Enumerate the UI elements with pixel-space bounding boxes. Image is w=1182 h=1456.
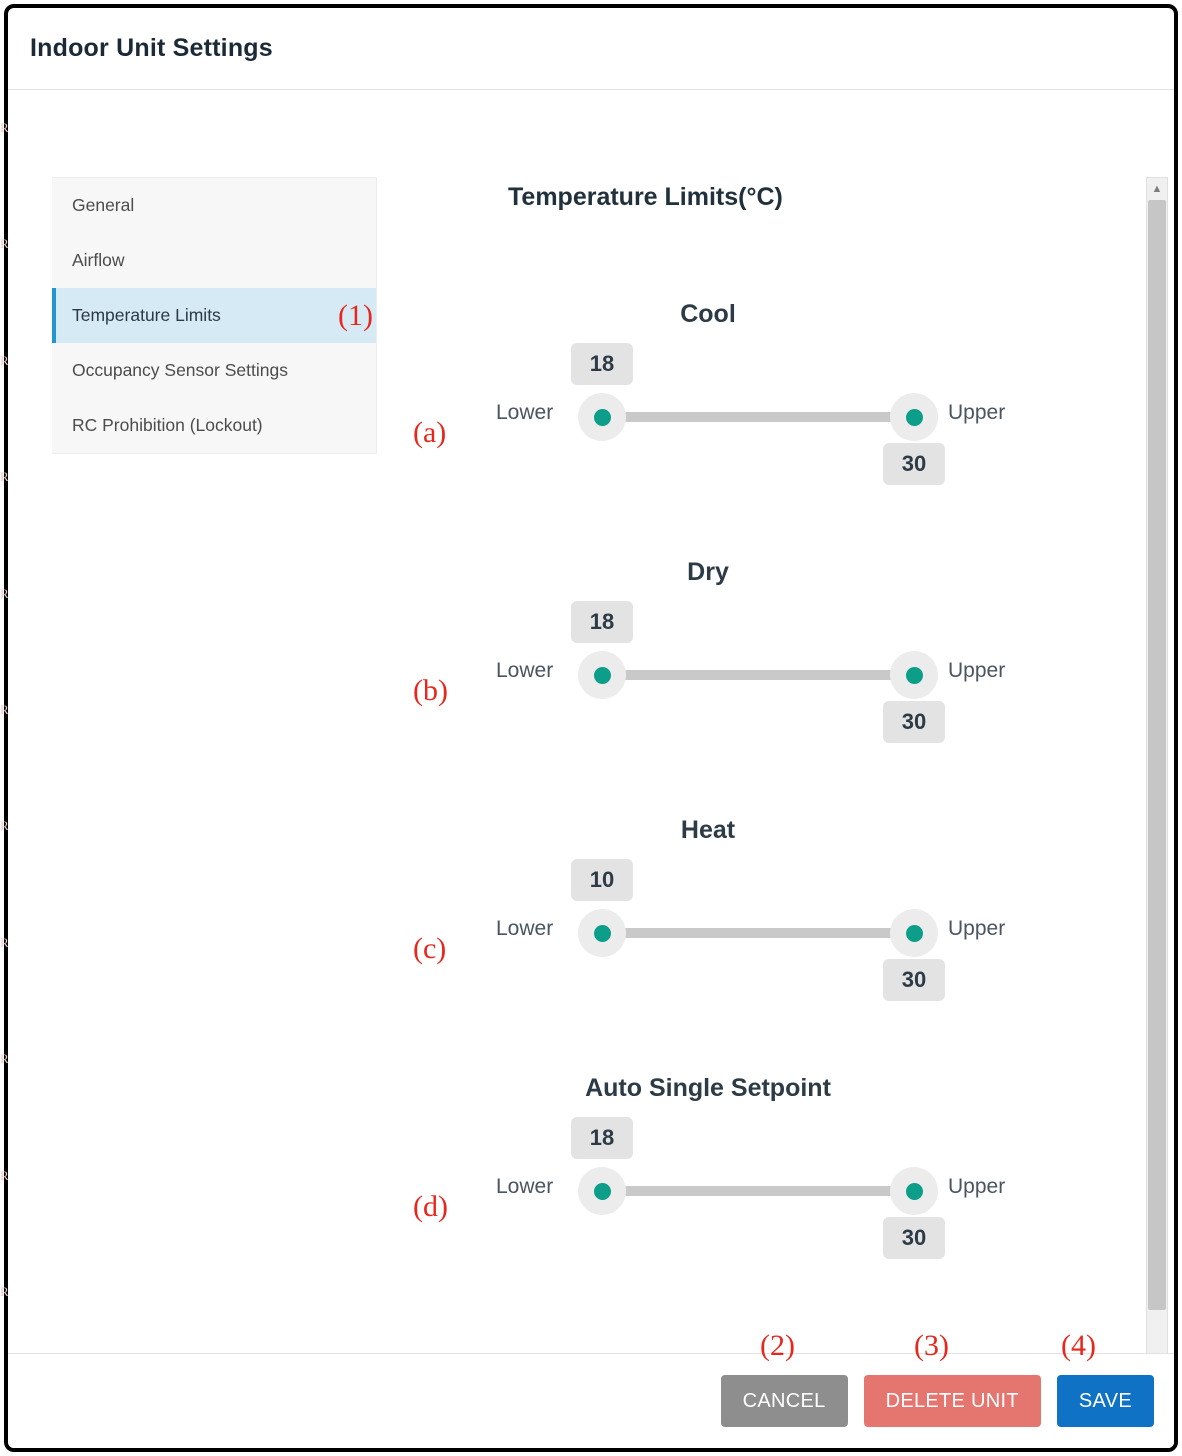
- content-scrollbar[interactable]: [1146, 177, 1168, 1355]
- annotation-dry: (b): [413, 674, 448, 707]
- annotation-heat: (c): [413, 932, 447, 965]
- slider-handle-upper[interactable]: [890, 651, 938, 699]
- upper-label: Upper: [948, 401, 1006, 424]
- slider-track[interactable]: [603, 670, 913, 680]
- main-content: [388, 177, 1088, 1332]
- group-title: Heat: [680, 816, 736, 844]
- sidebar-item-label: Occupancy Sensor Settings: [72, 360, 288, 380]
- sidebar-item-label: General: [72, 195, 135, 215]
- temperature-group-cool: [388, 300, 1088, 558]
- upper-value-bubble: 30: [883, 1217, 945, 1259]
- upper-value-bubble: 30: [883, 959, 945, 1001]
- handle-dot-icon: [906, 925, 923, 942]
- page-edge-marks: R R R R R R R R R R R: [0, 120, 9, 1299]
- slider-track[interactable]: [603, 1186, 913, 1196]
- upper-value-bubble: 30: [883, 443, 945, 485]
- save-button[interactable]: SAVE: [1057, 1375, 1154, 1427]
- handle-dot-icon: [594, 667, 611, 684]
- scroll-up-arrow-icon[interactable]: ▲: [1147, 178, 1167, 200]
- lower-value-bubble: 18: [571, 601, 633, 643]
- scrollbar-thumb[interactable]: [1148, 200, 1166, 1310]
- lower-value-bubble: 18: [571, 343, 633, 385]
- cancel-button[interactable]: CANCEL: [721, 1375, 848, 1427]
- lower-label: Lower: [496, 1175, 554, 1198]
- group-title: Auto Single Setpoint: [585, 1074, 831, 1102]
- temperature-group-heat: [388, 816, 1088, 1074]
- annotation-delete: (3): [914, 1329, 949, 1362]
- sidebar-item-label: Airflow: [72, 250, 125, 270]
- content-heading: Temperature Limits(°C): [508, 183, 783, 211]
- slider-handle-upper[interactable]: [890, 393, 938, 441]
- sidebar-item-rc-prohibition[interactable]: [52, 398, 376, 453]
- handle-dot-icon: [594, 925, 611, 942]
- slider-track[interactable]: [603, 412, 913, 422]
- upper-label: Upper: [948, 917, 1006, 940]
- temperature-group-dry: [388, 558, 1088, 816]
- delete-unit-button[interactable]: DELETE UNIT: [864, 1375, 1041, 1427]
- handle-dot-icon: [594, 409, 611, 426]
- sidebar-item-airflow[interactable]: [52, 233, 376, 288]
- annotation-save: (4): [1061, 1329, 1096, 1362]
- sidebar-item-label: RC Prohibition (Lockout): [72, 415, 263, 435]
- sidebar-item-general[interactable]: [52, 178, 376, 233]
- settings-nav: [52, 177, 377, 454]
- range-slider-heat[interactable]: [388, 867, 1088, 995]
- slider-handle-lower[interactable]: [578, 393, 626, 441]
- annotation-auto: (d): [413, 1190, 448, 1223]
- sidebar-item-occupancy-sensor-settings[interactable]: [52, 343, 376, 398]
- upper-label: Upper: [948, 659, 1006, 682]
- handle-dot-icon: [594, 1183, 611, 1200]
- group-title: Cool: [680, 300, 736, 328]
- slider-track[interactable]: [603, 928, 913, 938]
- lower-label: Lower: [496, 917, 554, 940]
- slider-handle-lower[interactable]: [578, 651, 626, 699]
- slider-handle-upper[interactable]: [890, 1167, 938, 1215]
- dialog-body: [8, 91, 1174, 1362]
- dialog-header: [8, 8, 1174, 90]
- lower-label: Lower: [496, 659, 554, 682]
- group-title: Dry: [687, 558, 729, 586]
- dialog-footer: [8, 1353, 1174, 1448]
- upper-label: Upper: [948, 1175, 1006, 1198]
- settings-dialog: [4, 4, 1178, 1452]
- temperature-group-auto-single-setpoint: [388, 1074, 1088, 1332]
- annotation-cool: (a): [413, 416, 447, 449]
- lower-value-bubble: 10: [571, 859, 633, 901]
- lower-label: Lower: [496, 401, 554, 424]
- slider-handle-lower[interactable]: [578, 1167, 626, 1215]
- annotation-cancel: (2): [760, 1329, 795, 1362]
- lower-value-bubble: 18: [571, 1117, 633, 1159]
- handle-dot-icon: [906, 667, 923, 684]
- sidebar-item-label: Temperature Limits: [72, 305, 221, 325]
- slider-handle-lower[interactable]: [578, 909, 626, 957]
- annotation-nav: (1): [338, 299, 373, 332]
- handle-dot-icon: [906, 1183, 923, 1200]
- sidebar-item-temperature-limits[interactable]: [52, 288, 376, 343]
- upper-value-bubble: 30: [883, 701, 945, 743]
- range-slider-auto[interactable]: [388, 1125, 1088, 1253]
- page-title: Indoor Unit Settings: [30, 34, 273, 62]
- range-slider-dry[interactable]: [388, 609, 1088, 737]
- handle-dot-icon: [906, 409, 923, 426]
- slider-handle-upper[interactable]: [890, 909, 938, 957]
- range-slider-cool[interactable]: [388, 351, 1088, 479]
